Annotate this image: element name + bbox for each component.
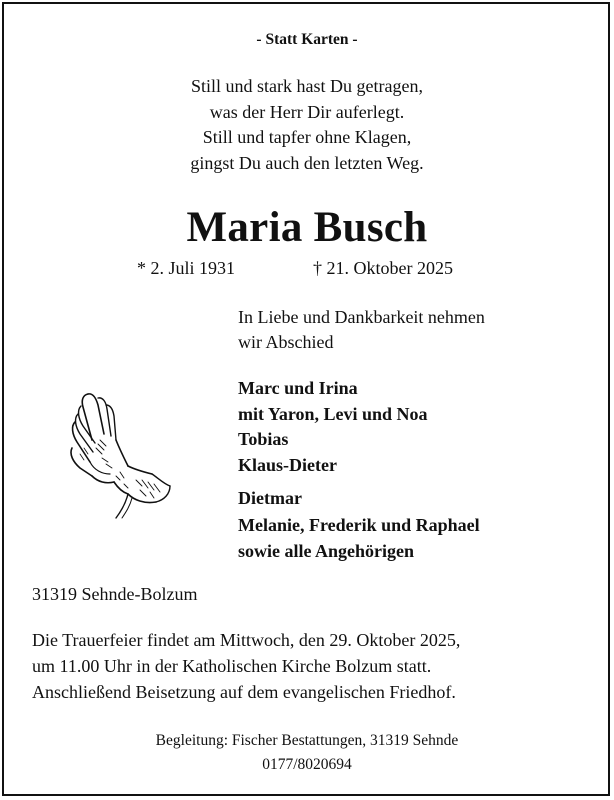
mourner-line: Klaus-Dieter: [238, 454, 337, 475]
mourner-line: Tobias: [238, 429, 289, 449]
mourners-group-2: [238, 485, 480, 565]
ceremony-line: um 11.00 Uhr in der Katholischen Kirche Bolzum statt.: [32, 656, 432, 676]
poem-line: Still und stark hast Du getragen,: [191, 76, 423, 96]
mourner-line: Melanie, Frederik und Raphael: [238, 514, 480, 535]
farewell-line: wir Abschied: [238, 332, 334, 352]
undertaker-line: Begleitung: Fischer Bestattungen, 31319 Sehnde: [155, 732, 459, 749]
ceremony-line: Die Trauerfeier findet am Mittwoch, den 29. Oktober 2025,: [32, 630, 461, 650]
statt-karten-heading: - Statt Karten -: [256, 31, 358, 48]
ceremony-line: Anschließend Beisetzung auf dem evangelischen Friedhof.: [32, 682, 456, 702]
ceremony-notice: [32, 627, 460, 705]
poem-line: Still und tapfer ohne Klagen,: [202, 127, 412, 147]
poem-line: was der Herr Dir auferlegt.: [209, 101, 405, 122]
farewell-line: In Liebe und Dankbarkeit nehmen: [238, 307, 485, 327]
farewell-text: [238, 305, 485, 355]
birth-date: * 2. Juli 1931: [137, 258, 236, 278]
undertaker-info: [0, 729, 614, 777]
undertaker-phone: 0177/8020694: [262, 756, 352, 773]
praying-hands-icon: [66, 388, 180, 522]
poem-line: gingst Du auch den letzten Weg.: [190, 152, 424, 173]
deceased-name: Maria Busch: [186, 204, 428, 251]
mourner-line: sowie alle Angehörigen: [238, 541, 414, 561]
mourners-group-1: [238, 376, 428, 478]
poem: [0, 74, 614, 176]
mourner-line: mit Yaron, Levi und Noa: [238, 403, 428, 424]
mourner-line: Marc und Irina: [238, 378, 358, 398]
place-text: 31319 Sehnde-Bolzum: [32, 584, 198, 604]
mourner-line: Dietmar: [238, 488, 302, 508]
death-date: † 21. Oktober 2025: [313, 258, 453, 278]
